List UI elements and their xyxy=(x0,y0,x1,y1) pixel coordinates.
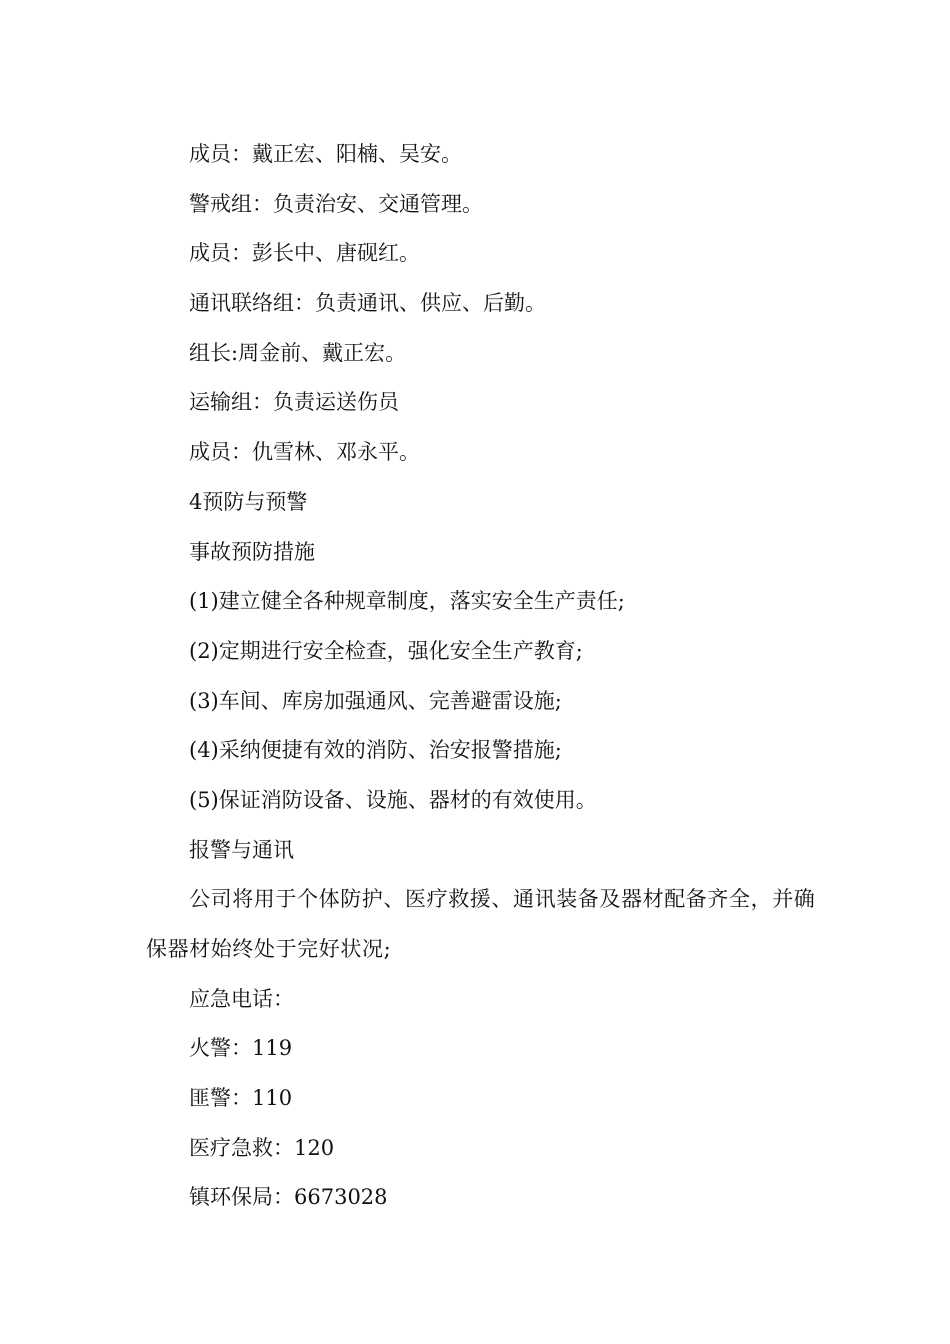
subheading-accident-prevention: 事故预防措施 xyxy=(189,539,315,564)
paragraph-equipment: 公司将用于个体防护、医疗救援、通讯装备及器材配备齐全，并确保器材始终处于完好状况; xyxy=(146,887,816,962)
paragraph-transport-group: 运输组：负责运送伤员 xyxy=(189,390,399,415)
paragraph-communication-leader: 组长:周金前、戴正宏。 xyxy=(189,340,407,365)
paragraph-security-group: 警戒组：负责治安、交通管理。 xyxy=(189,191,483,216)
list-item-4: (4)采纳便捷有效的消防、治安报警措施; xyxy=(189,738,562,763)
phone-fire: 火警：119 xyxy=(189,1036,293,1061)
paragraph-emergency-phones: 应急电话： xyxy=(189,986,294,1011)
paragraph-communication-group: 通讯联络组：负责通讯、供应、后勤。 xyxy=(189,291,546,316)
list-item-3: (3)车间、库房加强通风、完善避雷设施; xyxy=(189,688,562,713)
document-body xyxy=(146,130,826,1223)
subheading-alarm-communication: 报警与通讯 xyxy=(189,837,294,862)
list-item-1: (1)建立健全各种规章制度，落实安全生产责任; xyxy=(189,589,625,614)
phone-environment-bureau: 镇环保局：6673028 xyxy=(189,1185,388,1210)
section-heading-prevention: 4预防与预警 xyxy=(189,489,308,514)
paragraph-transport-members: 成员：仇雪林、邓永平。 xyxy=(189,440,420,465)
phone-medical: 医疗急救：120 xyxy=(189,1135,335,1160)
paragraph-security-members: 成员：彭长中、唐砚红。 xyxy=(189,241,420,266)
list-item-2: (2)定期进行安全检查，强化安全生产教育; xyxy=(189,638,583,663)
phone-police: 匪警：110 xyxy=(189,1086,293,1111)
list-item-5: (5)保证消防设备、设施、器材的有效使用。 xyxy=(189,787,597,812)
paragraph-guard-members: 成员：戴正宏、阳楠、吴安。 xyxy=(189,142,462,166)
